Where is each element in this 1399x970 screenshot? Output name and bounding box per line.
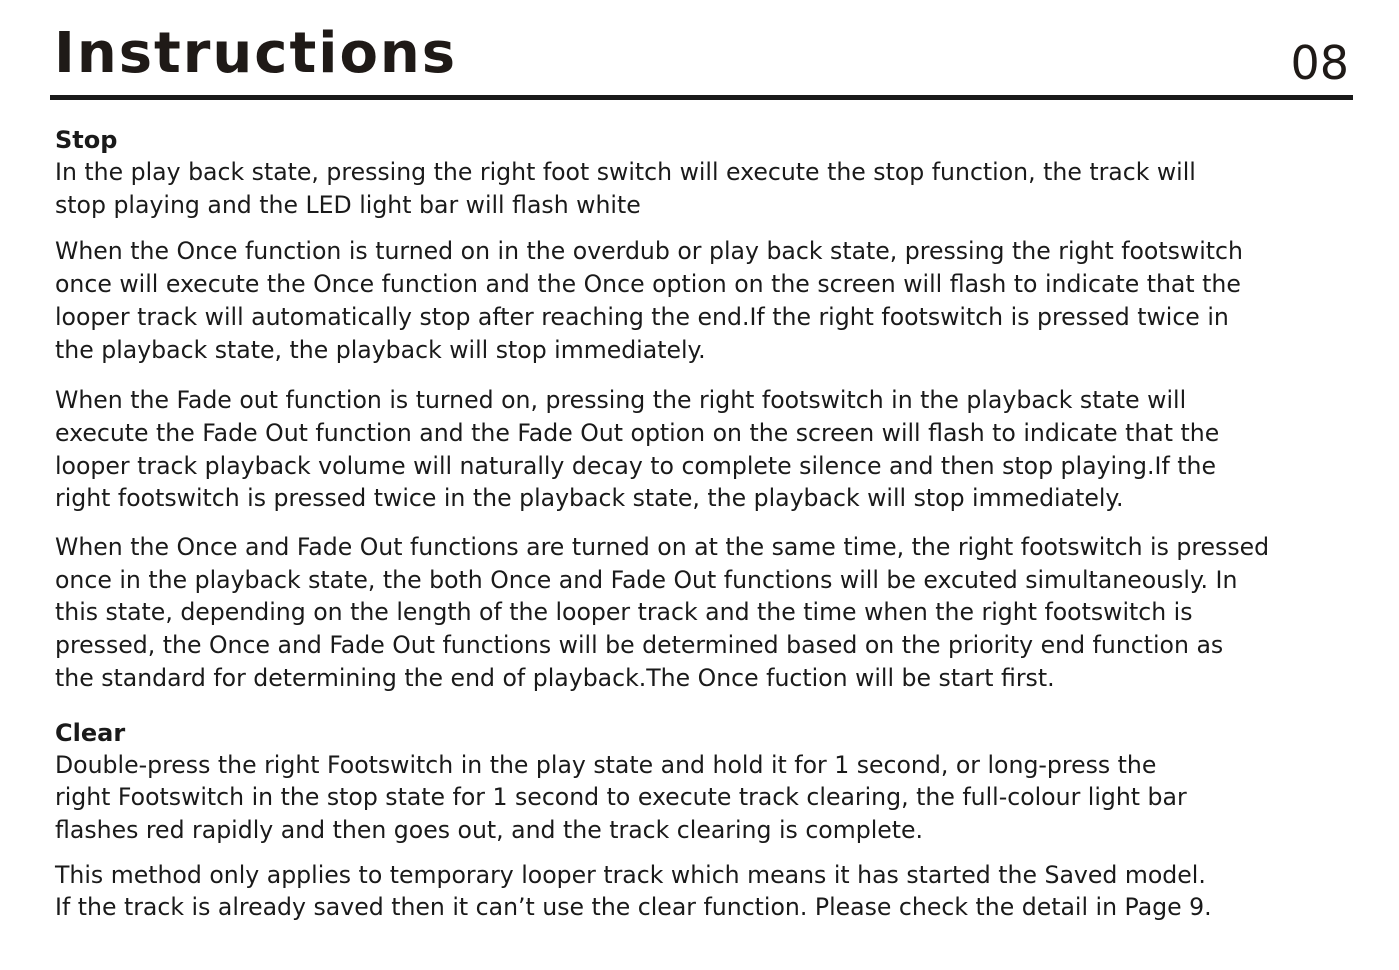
clear-section: [55, 717, 1365, 925]
stop-section: [55, 124, 1365, 695]
header-rule: [50, 95, 1353, 100]
stop-paragraph-2: When the Once function is turned on in the overdub or play back state, pressing the right footswitch once will execute the Once function and the Once option on the screen will flash to indicate that the looper track will automatically stop after reaching the end.If the right footswitch is pressed twice in the playback state, the playback will stop immediately.: [55, 237, 1243, 364]
clear-paragraph-1: Double-press the right Footswitch in the play state and hold it for 1 second, or long-press the right Footswitch in the stop state for 1 second to execute track clearing, the full-colour light bar flashes red rapidly and then goes out, and the track clearing is complete.: [55, 750, 1187, 844]
page-title: Instructions: [54, 21, 458, 86]
page-content: [55, 124, 1365, 924]
clear-paragraph-2: This method only applies to temporary looper track which means it has started the Saved model. If the track is already saved then it can’t use the clear function. Please check the detail in Page 9.: [55, 860, 1212, 922]
stop-paragraph-4: When the Once and Fade Out functions are turned on at the same time, the right footswitch is pressed once in the playback state, the both Once and Fade Out functions will be excuted simultaneously. In this state, depending on the length of the looper track and the time when the right footswitch is pressed, the Once and Fade Out functions will be determined based on the priority end function as the standard for determining the end of playback.The Once fuction will be start first.: [55, 533, 1270, 692]
clear-heading: Clear: [55, 718, 126, 747]
stop-heading: Stop: [55, 126, 118, 154]
stop-paragraph-1: In the play back state, pressing the right foot switch will execute the stop function, the track will stop playing and the LED light bar will flash white: [55, 158, 1196, 219]
page-number: 08: [1290, 36, 1349, 90]
page-header: [50, 22, 1353, 100]
stop-paragraph-3: When the Fade out function is turned on, pressing the right footswitch in the playback state will execute the Fade Out function and the Fade Out option on the screen will flash to indicate that the looper track playback volume will naturally decay to complete silence and then stop playing.If the right footswitch is pressed twice in the playback state, the playback will stop immediately.: [55, 386, 1220, 513]
